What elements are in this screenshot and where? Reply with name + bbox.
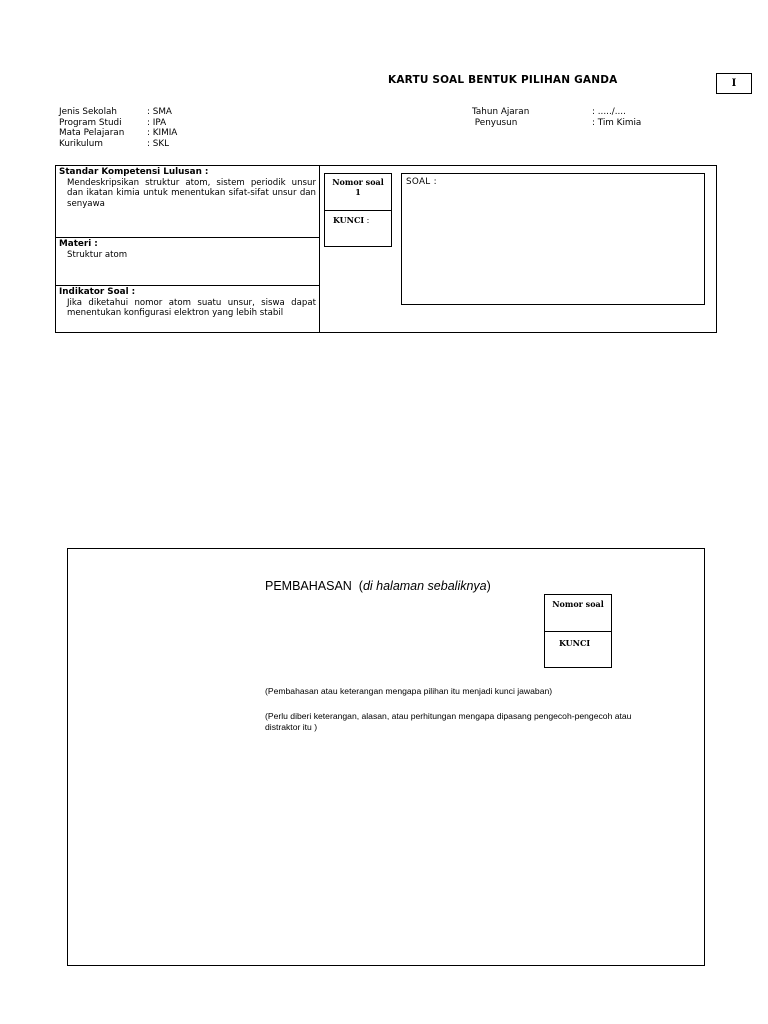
pembahasan-note-distractor: (Perlu diberi keterangan, alasan, atau perhitungan mengapa dipasang pengecoh-pengecoh atau distraktor itu ) <box>265 711 632 732</box>
question-number-value: 1 <box>355 187 361 197</box>
pembahasan-number-box <box>544 594 612 668</box>
question-number-cell <box>325 174 391 211</box>
pembahasan-title <box>265 579 491 593</box>
card-left-column <box>56 166 320 332</box>
pembahasan-number-cell <box>545 595 611 632</box>
meta-value: : SMA <box>147 107 172 117</box>
meta-label: Tahun Ajaran <box>472 107 530 117</box>
pembahasan-title-italic: di halaman sebaliknya <box>362 579 487 593</box>
meta-row-penyusun <box>472 118 641 129</box>
indikator-text: Jika diketahui nomor atom suatu unsur, siswa dapat menentukan konfigurasi elektron yang lebih stabil <box>67 297 316 318</box>
meta-value: : SKL <box>147 138 170 149</box>
meta-label: Penyusun <box>472 117 518 128</box>
question-card <box>55 165 717 333</box>
meta-info-right <box>472 107 641 128</box>
pembahasan-note-key: (Pembahasan atau keterangan mengapa pilihan itu menjadi kunci jawaban) <box>265 686 553 696</box>
meta-value: : KIMIA <box>147 128 178 139</box>
meta-value: : Tim Kimia <box>592 117 642 128</box>
page-number-box: I <box>716 73 752 94</box>
meta-label: Jenis Sekolah <box>59 107 117 117</box>
answer-key-colon: : <box>364 216 370 225</box>
meta-value: : IPA <box>147 117 167 128</box>
skl-text: Mendeskripsikan struktur atom, sistem periodik unsur dan ikatan kimia untuk menentukan sifat-sifat unsur dan senyawa <box>67 177 316 209</box>
card-title: KARTU SOAL BENTUK PILIHAN GANDA <box>388 74 618 86</box>
meta-info-left <box>59 107 177 149</box>
question-box <box>401 173 705 305</box>
question-label: SOAL : <box>406 177 437 187</box>
skl-section <box>56 166 319 238</box>
materi-heading: Materi : <box>59 239 98 249</box>
indikator-heading: Indikator Soal : <box>59 287 136 297</box>
meta-label: Kurikulum <box>59 138 103 149</box>
meta-row-program-studi <box>59 118 177 129</box>
pembahasan-number-label: Nomor soal <box>552 599 604 609</box>
question-number-label: Nomor soal <box>332 177 384 187</box>
pembahasan-title-suffix: ) <box>486 579 491 593</box>
skl-heading: Standar Kompetensi Lulusan : <box>59 167 209 177</box>
materi-section <box>56 238 319 286</box>
meta-row-kurikulum <box>59 139 177 150</box>
meta-label: Mata Pelajaran <box>59 128 125 139</box>
meta-row-mata-pelajaran <box>59 128 177 139</box>
question-number-box <box>324 173 392 247</box>
pembahasan-card <box>67 548 705 966</box>
materi-text: Struktur atom <box>67 249 128 260</box>
meta-row-jenis-sekolah <box>59 107 177 118</box>
meta-label: Program Studi <box>59 117 122 128</box>
pembahasan-key-cell <box>545 632 611 648</box>
meta-row-tahun-ajaran <box>472 107 641 118</box>
pembahasan-key-label: KUNCI <box>559 638 591 648</box>
indikator-section <box>56 286 319 332</box>
answer-key-label: KUNCI <box>333 215 365 225</box>
pembahasan-title-prefix: PEMBAHASAN ( <box>265 579 363 593</box>
answer-key-cell <box>325 211 391 226</box>
meta-value: : ...../.... <box>592 107 626 117</box>
